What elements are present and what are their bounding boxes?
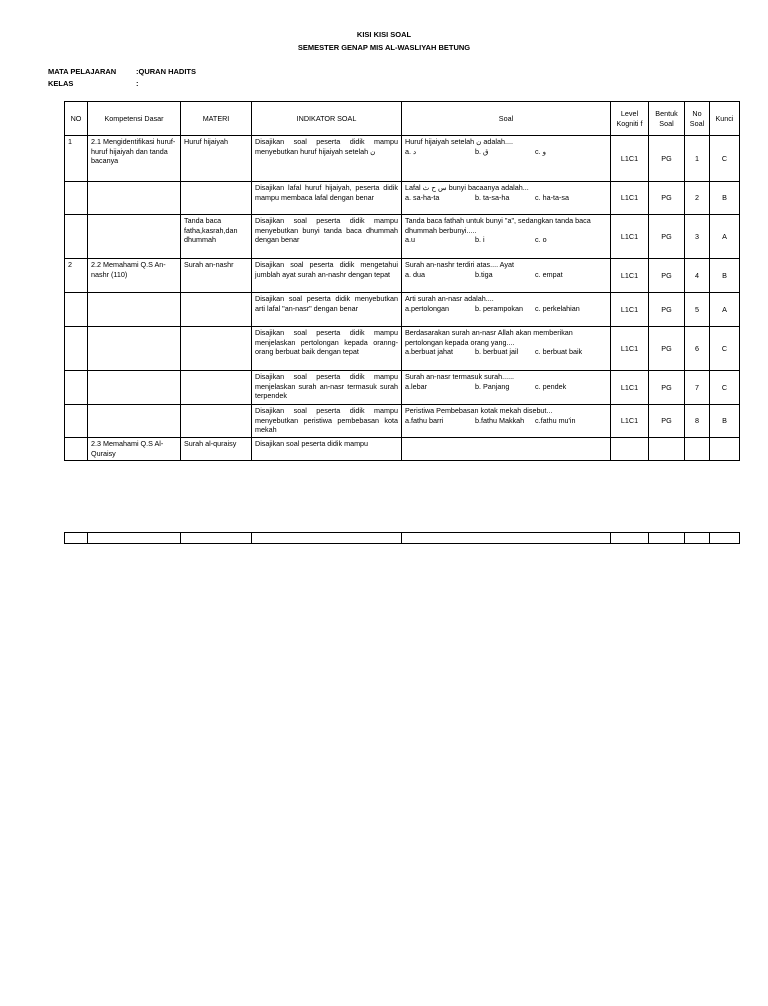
soal-cell [402,327,611,371]
indikator-cell: Disajikan soal peserta didik mampu menjelaskan pertolongan kepada oranng-orang berbuat baik dengan tepat [252,327,402,371]
table-row [65,327,740,371]
answer-option: b. ta-sa-ha [475,192,510,202]
materi-cell [181,405,252,438]
kompetensi-dasar-cell: 2.3 Memahami Q.S Al-Quraisy [88,438,181,461]
header-indikator-soal: INDIKATOR SOAL [252,102,402,136]
level-kognitif-cell [611,438,649,461]
answer-option: a.pertolongan [405,303,449,313]
answer-option: b. perampokan [475,303,523,313]
answer-options [405,416,607,426]
answer-option: b.tiga [475,269,493,279]
indikator-cell: Disajikan soal peserta didik mampu menyebutkan huruf hijaiyah setelah ن [252,136,402,182]
no-soal-cell: 1 [685,136,710,182]
empty-cell [685,533,710,544]
kompetensi-dasar-cell [88,215,181,259]
answer-options [405,347,607,357]
kunci-cell: A [710,215,740,259]
table-row [65,182,740,215]
materi-cell [181,182,252,215]
row-number: 2 [65,259,88,293]
soal-cell [402,438,611,461]
question-text: Lafal س ح ث bunyi bacaanya adalah... [405,183,529,192]
question-text: Arti surah an-nasr adalah.... [405,294,494,303]
class-value: : [136,79,139,88]
indikator-cell: Disajikan soal peserta didik mampu [252,438,402,461]
subject-value: :QURAN HADITS [136,67,196,76]
table-row [65,215,740,259]
answer-option: c. perkelahian [535,303,580,313]
question-text: Surah an-nasr termasuk surah...... [405,372,515,381]
level-kognitif-cell: L1C1 [611,215,649,259]
indikator-cell: Disajikan soal peserta didik menyebutkan arti lafal "an-nasr" dengan benar [252,293,402,327]
empty-cell [402,533,611,544]
indikator-cell: Disajikan soal peserta didik mampu menyebutkan bunyi tanda baca dhummah dengan benar [252,215,402,259]
answer-options [405,304,607,314]
answer-option: c. o [535,235,547,244]
bentuk-soal-cell: PG [649,327,685,371]
kisi-kisi-table [64,101,740,461]
no-soal-cell: 8 [685,405,710,438]
materi-cell: Surah al-quraisy [181,438,252,461]
answer-option: a. sa-ha-ta [405,192,440,202]
table-row [65,136,740,182]
answer-option: a. د [405,146,417,156]
level-kognitif-cell: L1C1 [611,371,649,405]
kunci-cell: B [710,259,740,293]
table-row [65,438,740,461]
kompetensi-dasar-cell: 2.1 Mengidentifikasi huruf-huruf hijaiyah dan tanda bacanya [88,136,181,182]
header-kompetensi-dasar: Kompetensi Dasar [88,102,181,136]
row-number [65,215,88,259]
empty-cell [181,533,252,544]
no-soal-cell: 3 [685,215,710,259]
level-kognitif-cell: L1C1 [611,405,649,438]
materi-cell [181,293,252,327]
question-text: Huruf hijaiyah setelah ن adalah.... [405,137,513,146]
soal-cell [402,136,611,182]
table-row [65,371,740,405]
header-kunci: Kunci [710,102,740,136]
soal-cell [402,215,611,259]
bentuk-soal-cell: PG [649,136,685,182]
header-no: NO [65,102,88,136]
indikator-cell: Disajikan soal peserta didik mampu menjelaskan surah an-nasr termasuk surah terpendek [252,371,402,405]
materi-cell [181,327,252,371]
level-kognitif-cell: L1C1 [611,182,649,215]
row-number [65,371,88,405]
soal-cell [402,293,611,327]
kompetensi-dasar-cell [88,371,181,405]
no-soal-cell: 2 [685,182,710,215]
indikator-cell: Disajikan soal peserta didik mampu menyebutkan peristiwa pembebasan kota mekah [252,405,402,438]
answer-option: b.fathu Makkah [475,415,525,425]
answer-options [405,382,607,392]
kunci-cell: C [710,136,740,182]
answer-option: b. Panjang [475,381,510,391]
level-kognitif-cell: L1C1 [611,136,649,182]
row-number [65,182,88,215]
empty-cell [649,533,685,544]
answer-option: a.u [405,235,415,244]
empty-cell [611,533,649,544]
answer-option: b. berbuat jail [475,347,519,356]
bentuk-soal-cell: PG [649,215,685,259]
header-soal: Soal [402,102,611,136]
answer-option: c.fathu mu'in [535,415,576,425]
class-label: KELAS [48,79,74,88]
answer-option: b. i [475,235,485,244]
no-soal-cell [685,438,710,461]
materi-cell [181,371,252,405]
kunci-cell: B [710,182,740,215]
question-text: Peristiwa Pembebasan kotak mekah disebut... [405,406,553,415]
row-number [65,327,88,371]
kompetensi-dasar-cell [88,182,181,215]
answer-option: c. berbuat baik [535,347,583,356]
indikator-cell: Disajikan lafal huruf hijaiyah, peserta didik mampu membaca lafal dengan benar [252,182,402,215]
subject-line [48,67,196,76]
bentuk-soal-cell: PG [649,405,685,438]
empty-cell [65,533,88,544]
kompetensi-dasar-cell [88,293,181,327]
answer-option: c. pendek [535,381,567,391]
answer-option: c. ha-ta-sa [535,192,569,202]
bentuk-soal-cell: PG [649,371,685,405]
bentuk-soal-cell: PG [649,259,685,293]
document-subtitle: SEMESTER GENAP MIS AL-WASLIYAH BETUNG [297,43,471,52]
bentuk-soal-cell [649,438,685,461]
answer-options [405,147,607,157]
question-text: Tanda baca fathah untuk bunyi "a", sedangkan tanda baca dhummah berbunyi..... [405,216,591,235]
no-soal-cell: 7 [685,371,710,405]
row-number [65,293,88,327]
empty-table-row [64,532,740,544]
question-text: Berdasarakan surah an-nasr Allah akan memberikan pertolongan kepada orang yang.... [405,328,573,347]
soal-cell [402,182,611,215]
empty-cell [710,533,740,544]
row-number [65,405,88,438]
kunci-cell: C [710,371,740,405]
soal-cell [402,259,611,293]
materi-cell: Tanda baca fatha,kasrah,dan dhummah [181,215,252,259]
soal-cell [402,405,611,438]
class-line [48,79,139,88]
table-row [65,293,740,327]
question-text: Surah an-nashr terdiri atas.... Ayat [405,260,514,269]
answer-option: a.lebar [405,381,427,391]
kunci-cell: A [710,293,740,327]
level-kognitif-cell: L1C1 [611,293,649,327]
materi-cell: Surah an-nashr [181,259,252,293]
answer-options [405,193,607,203]
indikator-cell: Disajikan soal peserta didik mengetahui jumblah ayat surah an-nashr dengan tepat [252,259,402,293]
answer-option: a.fathu barri [405,415,444,425]
answer-option: a.berbuat jahat [405,347,453,356]
header-level-kognitif: Level Kogniti f [611,102,649,136]
kompetensi-dasar-cell [88,405,181,438]
empty-cell [88,533,181,544]
header-materi: MATERI [181,102,252,136]
row-number [65,438,88,461]
table-header-row [65,102,740,136]
bentuk-soal-cell: PG [649,182,685,215]
document-title: KISI KISI SOAL [356,30,412,39]
kunci-cell: B [710,405,740,438]
answer-option: c. و [535,146,547,156]
header-no-soal: No Soal [685,102,710,136]
table-row [65,405,740,438]
kompetensi-dasar-cell: 2.2 Memahami Q.S An-nashr (110) [88,259,181,293]
answer-option: b. ق [475,146,489,156]
subject-label: MATA PELAJARAN [48,67,117,76]
level-kognitif-cell: L1C1 [611,259,649,293]
no-soal-cell: 4 [685,259,710,293]
row-number: 1 [65,136,88,182]
level-kognitif-cell: L1C1 [611,327,649,371]
answer-option: a. dua [405,269,425,279]
header-bentuk-soal: Bentuk Soal [649,102,685,136]
answer-option: c. empat [535,269,563,279]
no-soal-cell: 6 [685,327,710,371]
answer-options [405,270,607,280]
bentuk-soal-cell: PG [649,293,685,327]
kunci-cell [710,438,740,461]
answer-options [405,235,607,245]
empty-cell [252,533,402,544]
soal-cell [402,371,611,405]
kompetensi-dasar-cell [88,327,181,371]
no-soal-cell: 5 [685,293,710,327]
materi-cell: Huruf hijaiyah [181,136,252,182]
table-row [65,259,740,293]
kunci-cell: C [710,327,740,371]
